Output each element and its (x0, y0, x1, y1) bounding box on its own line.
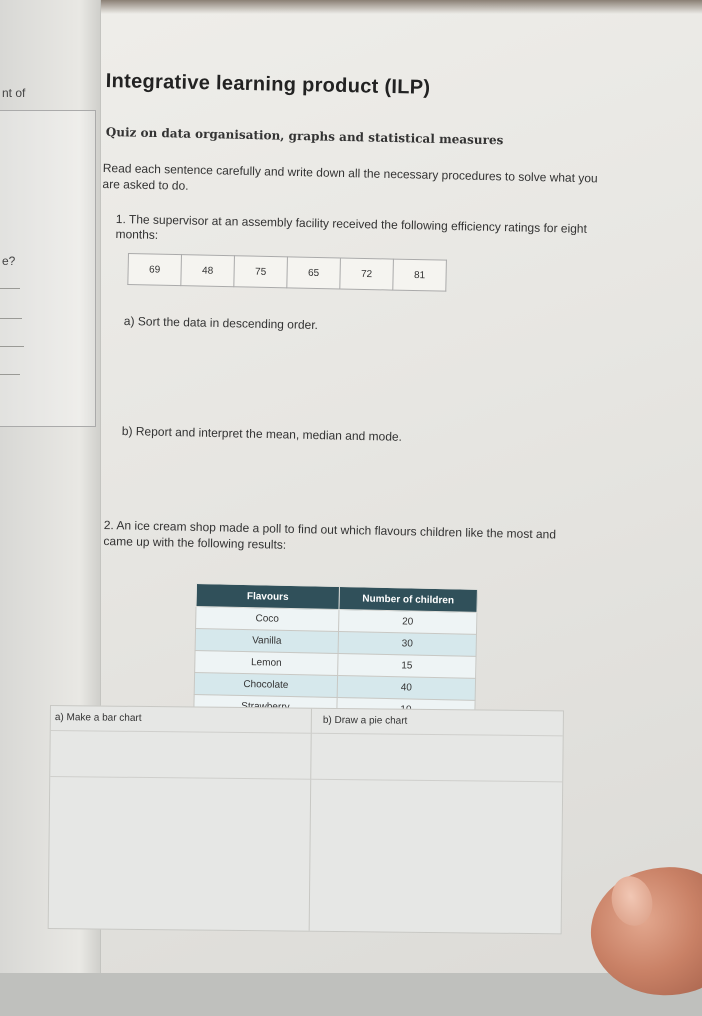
count-cell: 30 (338, 631, 476, 656)
flavour-cell: Chocolate (194, 672, 337, 697)
rating-cell: 81 (393, 259, 447, 291)
answer-box-line (51, 730, 563, 736)
question-1-text: 1. The supervisor at an assembly facility received the following efficiency ratings for eight months: (115, 212, 588, 242)
question-2-text: 2. An ice cream shop made a poll to find out which flavours children like the most and came up with the following results: (103, 517, 557, 552)
answer-box-line (50, 776, 562, 782)
rating-cell: 69 (128, 254, 182, 286)
left-page-line (0, 374, 20, 375)
rating-cell: 72 (340, 258, 394, 290)
page-title: Integrative learning product (ILP) (105, 70, 431, 99)
column-header: Flavours (196, 584, 339, 610)
left-page-fragment: nt of (2, 86, 26, 100)
flavour-cell: Lemon (195, 650, 338, 675)
left-page-fragment: e? (2, 254, 16, 268)
question-1-part-a: a) Sort the data in descending order. (123, 314, 319, 333)
flavour-cell: Vanilla (195, 629, 338, 654)
question-1-part-b: b) Report and interpret the mean, median and mode. (121, 424, 403, 444)
count-cell: 40 (337, 675, 475, 700)
instructions-text: Read each sentence carefully and write down all the necessary procedures to solve what you are asked to do. (102, 160, 598, 193)
left-page-line (0, 318, 22, 319)
rating-cell: 65 (287, 257, 341, 289)
top-shadow (0, 0, 702, 14)
flavours-table (193, 583, 478, 723)
count-cell: 20 (339, 610, 477, 635)
page-subtitle: Quiz on data organisation, graphs and statistical measures (105, 125, 504, 148)
left-page-box (0, 110, 96, 427)
flavour-cell: Coco (196, 607, 339, 632)
bar-chart-label: a) Make a bar chart (54, 712, 142, 724)
thumb (575, 850, 702, 1016)
pie-chart-label: b) Draw a pie chart (322, 714, 408, 727)
count-cell: 15 (338, 653, 476, 678)
answer-box (48, 705, 564, 934)
ratings-row (128, 254, 447, 292)
ratings-table (127, 253, 447, 292)
rating-cell: 48 (181, 255, 235, 287)
column-header: Number of children (339, 587, 477, 613)
answer-box-divider (309, 709, 312, 931)
left-page-line (0, 346, 24, 347)
rating-cell: 75 (234, 256, 288, 288)
left-page-line (0, 288, 20, 289)
